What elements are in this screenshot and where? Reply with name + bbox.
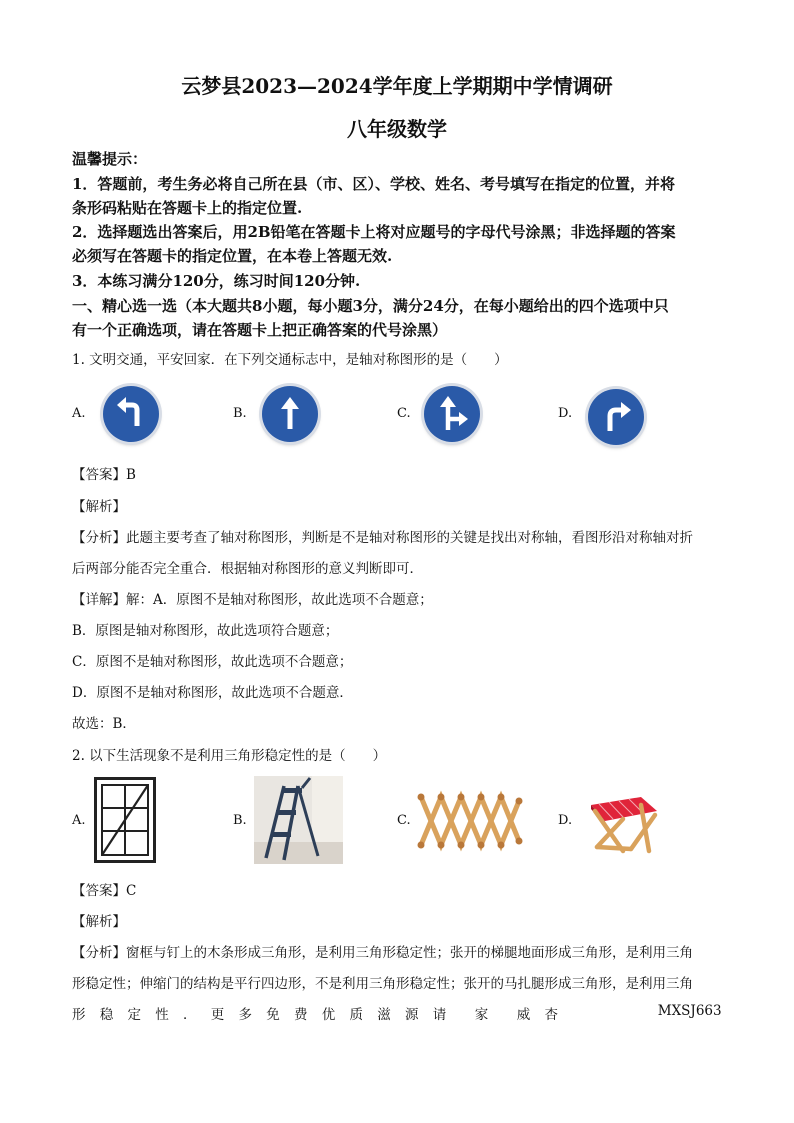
q2-stem: 2. 以下生活现象不是利用三角形稳定性的是（ ）	[72, 748, 387, 764]
tail-char: 威	[516, 1007, 531, 1023]
q1-stem: 1. 文明交通，平安回家．在下列交通标志中，是轴对称图形的是（ ）	[72, 352, 508, 368]
q2-answer: 【答案】C	[72, 883, 137, 899]
extending-rack-image	[415, 787, 525, 859]
watermark-code: MXSJ663	[657, 1003, 722, 1019]
tail-char: 费	[294, 1007, 308, 1023]
q2-analysis-label: 【解析】	[72, 914, 126, 930]
q1-answer: 【答案】B	[72, 467, 136, 483]
tail-char: 优	[321, 1007, 336, 1023]
q1-analysis-line: 后两部分能否完全重合．根据轴对称图形的意义判断即可．	[72, 561, 423, 577]
tail-char: ．	[183, 1007, 197, 1023]
q2-analysis-line: 形稳定性；伸缩门的结构是平行四边形，不是利用三角形稳定性；张开的马扎腿形成三角形，是利用三角	[72, 976, 693, 992]
tail-char: 更	[210, 1007, 225, 1023]
tail-char: 稳	[99, 1007, 114, 1023]
tail-char: 请	[432, 1007, 447, 1023]
q2-analysis-tail-line	[72, 1003, 722, 1023]
tips-heading: 温馨提示：	[72, 150, 148, 168]
tip-line: 条形码粘贴在答题卡上的指定位置.	[72, 199, 303, 217]
step-ladder-image	[254, 776, 343, 868]
tail-char: 形	[72, 1007, 86, 1023]
q1-option-label: B.	[233, 406, 247, 421]
folding-stool-image	[583, 791, 663, 861]
tail-char: 免	[266, 1007, 280, 1023]
exam-subtitle: 八年级数学	[347, 117, 447, 141]
section-heading: 一、精心选一选（本大题共8小题，每小题3分，满分24分，在每小题给出的四个选项中只	[72, 297, 669, 315]
section-heading: 有一个正确选项，请在答题卡上把正确答案的代号涂黑）	[72, 321, 448, 339]
q1-option-label: D.	[558, 406, 573, 421]
q2-analysis-line: 【分析】窗框与钉上的木条形成三角形，是利用三角形稳定性；张开的梯腿地面形成三角形，是利用三角	[72, 945, 693, 961]
q1-option-label: A.	[72, 406, 86, 421]
q2-option-label: C.	[397, 813, 411, 828]
tail-char: 滋	[377, 1007, 391, 1023]
tail-char: 质	[349, 1007, 363, 1023]
q2-option-label: B.	[233, 813, 247, 828]
tip-line: 必须写在答题卡的指定位置，在本卷上答题无效.	[72, 247, 393, 265]
q1-analysis-label: 【解析】	[72, 499, 126, 515]
q1-analysis-line: 故选：B．	[72, 716, 136, 732]
q2-option-label: A.	[72, 813, 86, 828]
turn-left-sign-icon	[103, 386, 159, 442]
tail-char: 源	[405, 1007, 419, 1023]
tip-line: 1．答题前，考生务必将自己所在县（市、区）、学校、姓名、考号填写在指定的位置，并将	[72, 175, 675, 193]
turn-right-sign-icon	[588, 389, 644, 445]
window-frame-image	[94, 777, 156, 867]
tail-char: 性	[155, 1007, 169, 1023]
tail-char: 多	[238, 1007, 252, 1023]
exam-title: 云梦县2023—2024学年度上学期期中学情调研	[181, 74, 613, 98]
tip-line: 2．选择题选出答案后，用2B铅笔在答题卡上将对应题号的字母代号涂黑；非选择题的答案	[72, 223, 676, 241]
q1-analysis-line: B．原图是轴对称图形，故此选项符合题意；	[72, 623, 339, 639]
q1-option-label: C.	[397, 406, 411, 421]
straight-ahead-sign-icon	[262, 386, 318, 442]
q1-analysis-line: C．原图不是轴对称图形，故此选项不合题意；	[72, 654, 353, 670]
q1-analysis-line: 【详解】解：A．原图不是轴对称图形，故此选项不合题意；	[72, 592, 433, 608]
tail-char: 家	[474, 1007, 489, 1023]
straight-or-right-sign-icon	[424, 386, 480, 442]
tail-char: 杏	[544, 1007, 558, 1023]
q1-analysis-line: D．原图不是轴对称图形，故此选项不合题意．	[72, 685, 353, 701]
q2-option-label: D.	[558, 813, 573, 828]
tip-line: 3．本练习满分120分，练习时间120分钟.	[72, 272, 361, 290]
tail-char: 定	[127, 1007, 141, 1023]
q1-analysis-line: 【分析】此题主要考查了轴对称图形，判断是不是轴对称图形的关键是找出对称轴，看图形沿对称轴对折	[72, 530, 693, 546]
